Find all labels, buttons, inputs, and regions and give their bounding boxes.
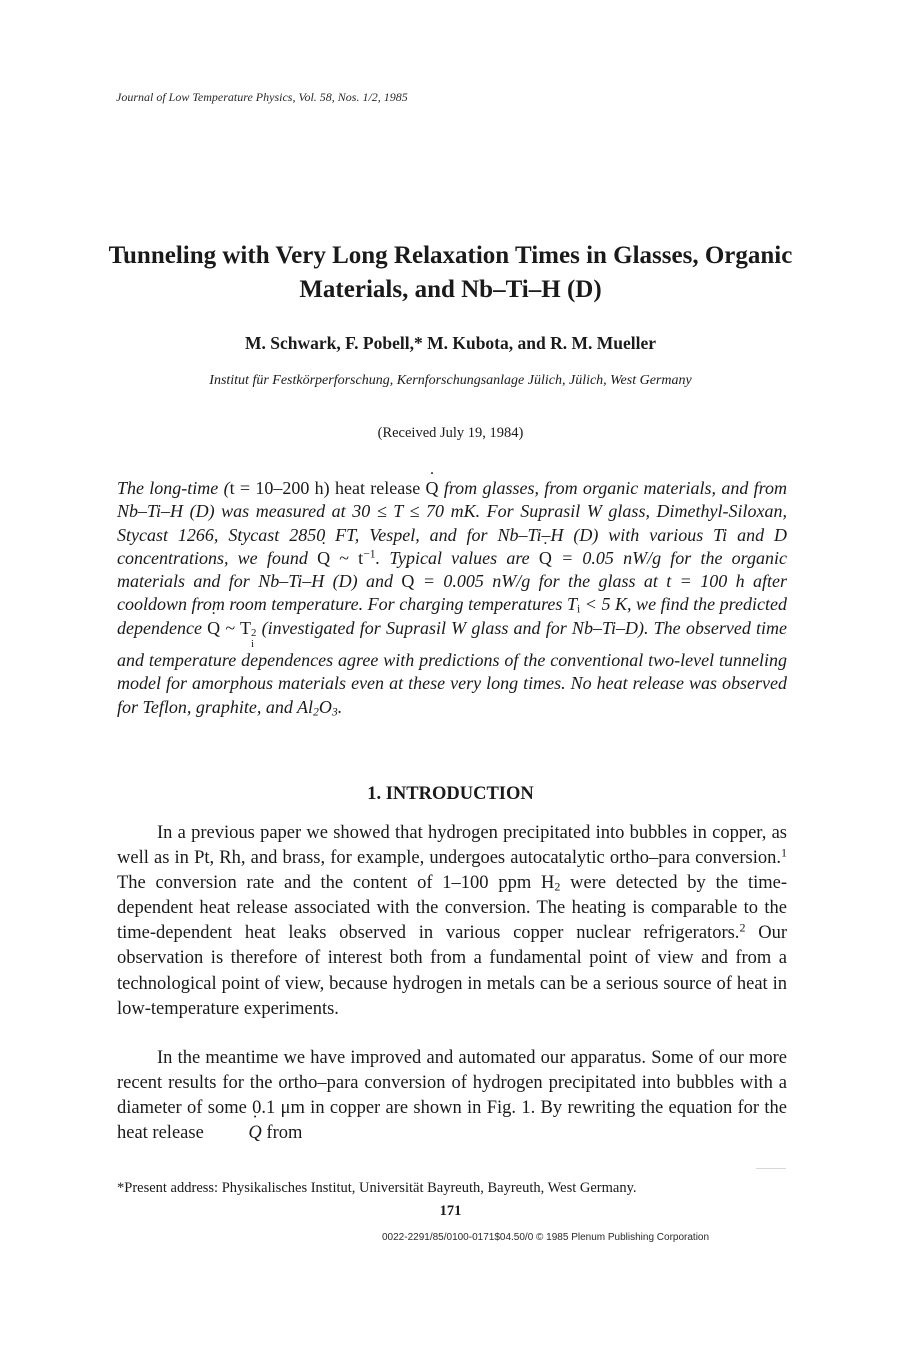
q-dot-symbol: Q ˙ [426, 477, 439, 500]
subscript: 2 [313, 704, 319, 718]
reference-marker: 1 [780, 845, 787, 860]
reference-marker: 2 [739, 920, 746, 935]
body-text: from [261, 1123, 303, 1144]
abstract [117, 477, 787, 719]
page-number: 171 [439, 1203, 462, 1219]
subscript: i [576, 602, 581, 616]
abstract-text: from glasses, from organic materials, and from Nb–Ti–H (D) was measured at 30 ≤ T ≤ 70 mK. For Suprasil W glass, Dimethyl-Siloxan, Stycast 1266, Stycast 2850 FT, Vespel, and for Nb–Ti–H (D) with various Ti and D concentrations, we found [117, 478, 787, 568]
section-heading: 1. INTRODUCTION [367, 784, 534, 804]
abstract-text: = 0.005 nW/g for the glass at t = 100 h after cooldown from room temperature. For charging temperatures T [117, 571, 787, 615]
author-list: M. Schwark, F. Pobell,* M. Kubota, and R. M. Mueller [244, 333, 657, 353]
q-dot-symbol: Q ˙ [317, 547, 330, 570]
abstract-text: O [318, 696, 332, 717]
abstract-text: ~ t [330, 547, 364, 568]
paragraph [117, 821, 787, 1022]
subscript: 3 [331, 704, 338, 718]
body-text: Our observation is therefore of interest both from a fundamental point of view and from a technological point of view, because hydrogen in metals can be a serious source of heat in low-temperature experiments. [117, 923, 787, 1019]
footnote: *Present address: Physikalisches Institut, Universität Bayreuth, Bayreuth, West Germany. [117, 1180, 637, 1196]
q-dot-symbol: Q ˙ [208, 1121, 261, 1146]
q-dot-symbol: Q ˙ [401, 570, 414, 593]
abstract-text: The long-time ( [117, 478, 230, 498]
received-date: (Received July 19, 1984) [377, 425, 524, 441]
abstract-text: (investigated for Suprasil W glass and for Nb–Ti–D). The observed time and temperature dependences agree with predictions of the conventional two-level tunneling model for amorphous materials even at these very long times. No heat release was observed for Teflon, graphite, and Al [117, 617, 788, 717]
journal-citation: Journal of Low Temperature Physics, Vol. 58, Nos. 1/2, 1985 [116, 90, 408, 104]
body-text: The conversion rate and the content of 1–100 ppm H [117, 873, 555, 894]
affiliation: Institut für Festkörperforschung, Kernforschungsanlage Jülich, Jülich, West Germany [209, 373, 692, 388]
superscript: −1 [363, 547, 376, 561]
body-text: were detected by the time-dependent heat release associated with the conversion. The heating is comparable to the time-dependent heat leaks observed in various copper nuclear refrigerators. [117, 873, 787, 944]
abstract-text: t = 10–200 h) heat release [229, 478, 426, 498]
body-text: In a previous paper we showed that hydrogen precipitated into bubbles in copper, as well as in Pt, Rh, and brass, for example, undergoes autocatalytic ortho–para conversion. [117, 823, 787, 869]
subscript: 2 [554, 879, 561, 894]
abstract-text: . Typical values are [375, 547, 539, 568]
copyright-line: 0022-2291/85/0100-0171$04.50/0 © 1985 Plenum Publishing Corporation [382, 1232, 710, 1243]
abstract-text: ~ T [220, 617, 251, 638]
abstract-text: . [337, 696, 343, 717]
q-dot-symbol: Q ˙ [207, 617, 220, 640]
body-text: In the meantime we have improved and automated our apparatus. Some of our more recent results for the ortho–para conversion of hydrogen precipitated into bubbles with a diameter of some 0.1 μm in copper are shown in Fig. 1. By rewriting the equation for the heat release [117, 1048, 787, 1144]
abstract-text: = 0.05 nW/g for the organic materials and for Nb–Ti–H (D) and [117, 547, 787, 592]
superscript: 2 [250, 627, 257, 640]
subscript: i [250, 637, 254, 650]
q-dot-symbol: Q ˙ [539, 547, 552, 570]
abstract-text: < 5 K, we find the predicted dependence [117, 594, 787, 638]
divider [756, 1168, 786, 1169]
paper-title: Tunneling with Very Long Relaxation Times in Glasses, Organic Materials, and Nb–Ti–H (D) [108, 242, 793, 303]
paragraph [117, 1046, 787, 1146]
